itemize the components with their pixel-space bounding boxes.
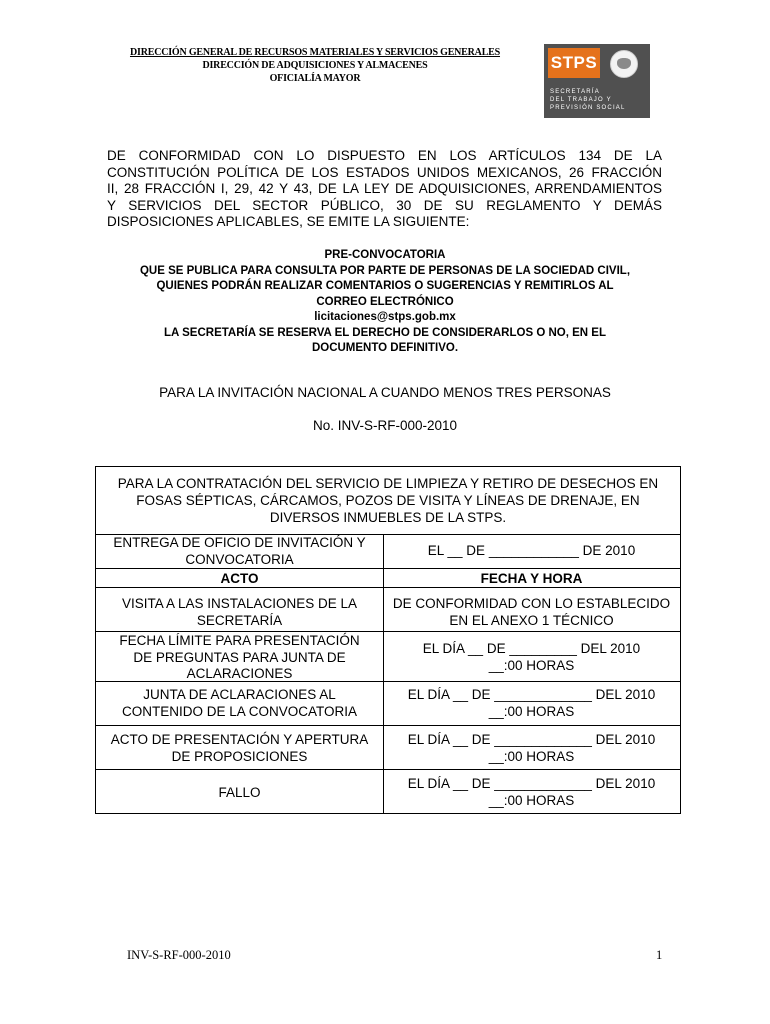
cell-text: CONVOCATORIA: [185, 551, 294, 567]
cell-text: __:00 HORAS: [488, 748, 575, 764]
table-title-line: DIVERSOS INMUEBLES DE LA STPS.: [269, 510, 507, 525]
pre-convocatoria-line: LA SECRETARÍA SE RESERVA EL DERECHO DE CONSIDERARLOS O NO, EN EL: [164, 326, 606, 339]
cell-text: __:00 HORAS: [488, 703, 575, 719]
intro-paragraph: [107, 148, 662, 231]
table-row: [96, 587, 680, 631]
cell-text: JUNTA DE ACLARACIONES AL: [143, 687, 336, 702]
table-cell: [383, 543, 680, 560]
pre-convocatoria-block: [90, 248, 680, 357]
table-title-line: PARA LA CONTRATACIÓN DEL SERVICIO DE LIMPIEZA Y RETIRO DE DESECHOS EN: [117, 476, 659, 491]
table-row: [96, 534, 680, 568]
cell-text: __:00 HORAS: [488, 792, 575, 808]
cell-text: EN EL ANEXO 1 TÉCNICO: [449, 612, 614, 628]
pre-convocatoria-line: CORREO ELECTRÓNICO: [316, 295, 454, 308]
contact-email: licitaciones@stps.gob.mx: [314, 311, 456, 323]
cell-text: DE PROPOSICIONES: [171, 748, 308, 764]
cell-text: EL DÍA __ DE _________ DEL 2010: [422, 641, 641, 656]
column-header-fecha: FECHA Y HORA: [480, 571, 583, 586]
table-row: [96, 769, 680, 814]
page-number: 1: [656, 948, 663, 962]
cell-text: EL DÍA __ DE _____________ DEL 2010: [407, 687, 656, 702]
cell-text: DE PREGUNTAS PARA JUNTA DE: [133, 649, 346, 665]
cell-text: FECHA LÍMITE PARA PRESENTACIÓN: [119, 633, 360, 648]
table-cell: [96, 535, 383, 568]
national-seal-icon: [610, 50, 638, 78]
cell-text: ENTREGA DE OFICIO DE INVITACIÓN Y: [113, 535, 366, 550]
table-cell: [383, 776, 680, 809]
cell-text: FALLO: [218, 785, 261, 800]
invitation-heading: PARA LA INVITACIÓN NACIONAL A CUANDO MENOS TRES PERSONAS: [159, 385, 611, 400]
pre-convocatoria-title: PRE-CONVOCATORIA: [324, 249, 446, 261]
table-cell: [383, 596, 680, 629]
logo-sub-line: SECRETARÍA: [550, 89, 600, 95]
cell-text: CONTENIDO DE LA CONVOCATORIA: [121, 703, 358, 719]
table-cell: [96, 633, 383, 683]
table-row: [96, 681, 680, 725]
cell-text: VISITA A LAS INSTALACIONES DE LA: [121, 596, 358, 611]
cell-text: __:00 HORAS: [488, 657, 575, 673]
intro-line: II, 28 FRACCIÓN I, 29, 42 Y 43, DE LA LEY DE ADQUISICIONES, ARRENDAMIENTOS: [107, 181, 662, 196]
pre-convocatoria-line: DOCUMENTO DEFINITIVO.: [311, 342, 459, 354]
table-cell: [96, 732, 383, 765]
table-cell: [383, 641, 680, 674]
table-cell: [383, 732, 680, 765]
cell-text: ACTO DE PRESENTACIÓN Y APERTURA: [110, 732, 369, 747]
cell-text: ACLARACIONES: [186, 666, 293, 681]
intro-line: DE CONFORMIDAD CON LO DISPUESTO EN LOS ARTÍCULOS 134 DE LA: [107, 148, 662, 163]
document-header: [60, 46, 570, 85]
footer-doc-id: INV-S-RF-000-2010: [127, 948, 231, 962]
table-cell: [96, 687, 383, 720]
table-row: [96, 631, 680, 681]
invitation-number: No. INV-S-RF-000-2010: [312, 418, 458, 433]
pre-convocatoria-line: QUIENES PODRÁN REALIZAR COMENTARIOS O SUGERENCIAS Y REMITIRLOS AL: [156, 280, 614, 292]
schedule-table: [95, 466, 681, 814]
table-cell: [96, 596, 383, 629]
intro-line: Y SERVICIOS DEL SECTOR PÚBLICO, 30 DE SU REGLAMENTO Y DEMÁS: [107, 197, 662, 213]
table-header-row: [96, 568, 680, 587]
cell-text: DE CONFORMIDAD CON LO ESTABLECIDO: [392, 596, 671, 611]
logo-sub-line: DEL TRABAJO Y: [550, 97, 612, 103]
header-line-1: DIRECCIÓN GENERAL DE RECURSOS MATERIALES Y SERVICIOS GENERALES: [129, 47, 501, 58]
cell-text: EL __ DE ____________ DE 2010: [427, 543, 636, 558]
table-title-line: FOSAS SÉPTICAS, CÁRCAMOS, POZOS DE VISITA Y LÍNEAS DE DRENAJE, EN: [136, 493, 640, 508]
logo-subtitle: [550, 88, 626, 112]
logo-sub-line: PREVISIÓN SOCIAL: [550, 105, 626, 111]
pre-convocatoria-line: QUE SE PUBLICA PARA CONSULTA POR PARTE DE PERSONAS DE LA SOCIEDAD CIVIL,: [139, 264, 631, 277]
cell-text: EL DÍA __ DE _____________ DEL 2010: [407, 732, 656, 747]
table-title: [96, 475, 680, 526]
header-line-2: DIRECCIÓN DE ADQUISICIONES Y ALMACENES: [202, 60, 428, 71]
column-header-acto: ACTO: [220, 571, 259, 586]
cell-text: EL DÍA __ DE _____________ DEL 2010: [407, 776, 656, 791]
intro-line: CONSTITUCIÓN POLÍTICA DE LOS ESTADOS UNIDOS MEXICANOS, 26 FRACCIÓN: [107, 164, 662, 180]
intro-line: DISPOSICIONES APLICABLES, SE EMITE LA SIGUIENTE:: [107, 214, 470, 229]
table-cell: [383, 687, 680, 720]
cell-text: SECRETARÍA: [196, 612, 283, 628]
table-row: [96, 725, 680, 769]
stps-logo: [544, 44, 650, 118]
header-line-3: OFICIALÍA MAYOR: [269, 73, 361, 84]
stps-acronym: STPS: [548, 48, 600, 78]
table-cell: [96, 785, 383, 802]
